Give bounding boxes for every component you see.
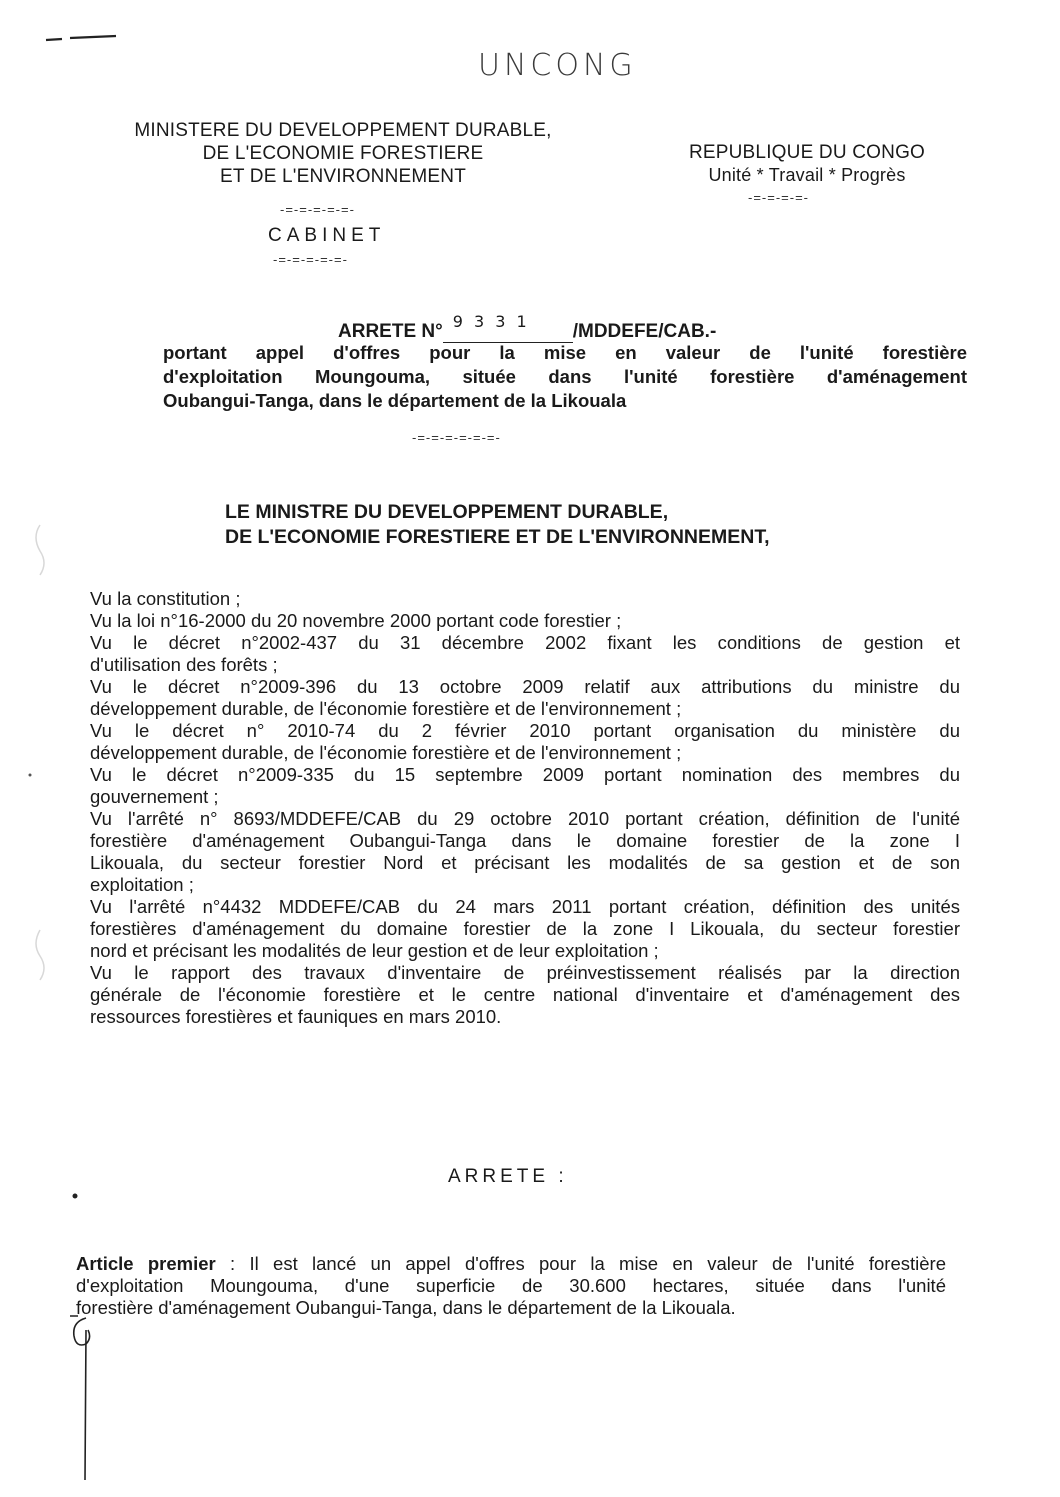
- arrete-heading: ARRETE :: [448, 1166, 568, 1187]
- ministry-line-2: DE L'ECONOMIE FORESTIERE: [202, 143, 484, 164]
- decree-subject-line-1: portant appel d'offres pour la mise en valeur de l'unité forestière: [163, 342, 967, 363]
- visa-item: [90, 896, 960, 962]
- decree-number-suffix: /MDDEFE/CAB.-: [572, 321, 717, 342]
- visa-line: d'utilisation des forêts ;: [90, 654, 278, 675]
- decree-number-label: ARRETE N°: [338, 321, 443, 342]
- republic-motto: Unité * Travail * Progrès: [708, 165, 906, 185]
- decree-number-value: 9 3 3 1: [452, 312, 530, 331]
- article-1-line-3: forestière d'aménagement Oubangui-Tanga, dans le département de la Likouala.: [76, 1297, 736, 1318]
- visa-line: ressources forestières et fauniques en mars 2010.: [90, 1006, 502, 1027]
- minister-line-2: DE L'ECONOMIE FORESTIERE ET DE L'ENVIRONNEMENT,: [225, 526, 770, 548]
- article-1-line-2: d'exploitation Moungouma, d'une superficie de 30.600 hectares, située dans l'unité: [76, 1275, 946, 1296]
- visa-line: Vu la constitution ;: [90, 588, 241, 609]
- visa-line: développement durable, de l'économie forestière et de l'environnement ;: [90, 742, 682, 763]
- visa-line: nord et précisant les modalités de leur gestion et de leur exploitation ;: [90, 940, 659, 961]
- visa-line: Likouala, du secteur forestier Nord et précisant les modalités de sa gestion et de son: [90, 852, 960, 873]
- article-1: [76, 1253, 946, 1319]
- minister-line-1: LE MINISTRE DU DEVELOPPEMENT DURABLE,: [225, 501, 669, 523]
- visa-line: gouvernement ;: [90, 786, 219, 807]
- visa-line: forestières d'aménagement du domaine forestier de la zone I Likouala, du secteur forestier: [90, 918, 960, 939]
- visa-item: [90, 632, 960, 676]
- visa-item: [90, 962, 960, 1028]
- visas-list: [90, 588, 960, 1028]
- ministry-line-1: MINISTERE DU DEVELOPPEMENT DURABLE,: [134, 120, 552, 141]
- visa-item: [90, 808, 960, 896]
- republic-header: [652, 141, 962, 187]
- visa-line: Vu l'arrêté n° 8693/MDDEFE/CAB du 29 octobre 2010 portant création, définition de l'unité: [90, 808, 960, 829]
- article-1-line-1: [76, 1253, 946, 1275]
- article-1-text: : Il est lancé un appel d'offres pour la mise en valeur de l'unité forestière: [215, 1253, 946, 1274]
- minister-title: [225, 500, 770, 550]
- ministry-line-3: ET DE L'ENVIRONNEMENT: [219, 166, 467, 187]
- visa-line: Vu le décret n° 2010-74 du 2 février 2010 portant organisation du ministère du: [90, 720, 960, 741]
- republic-separator: -=-=-=-=-: [748, 190, 810, 205]
- visa-item: [90, 588, 960, 610]
- visa-line: Vu l'arrêté n°4432 MDDEFE/CAB du 24 mars 2011 portant création, définition des unités: [90, 896, 960, 917]
- cabinet-label: CABINET: [268, 225, 386, 246]
- visa-item: [90, 720, 960, 764]
- visa-line: Vu le décret n°2009-396 du 13 octobre 2009 relatif aux attributions du ministre du: [90, 676, 960, 697]
- decree-subject: [163, 341, 967, 413]
- decree-separator: -=-=-=-=-=-=-: [412, 430, 501, 445]
- visa-line: Vu le rapport des travaux d'inventaire de préinvestissement réalisés par la direction: [90, 962, 960, 983]
- visa-line: forestière d'aménagement Oubangui-Tanga dans le domaine forestier de la zone I: [90, 830, 960, 851]
- decree-subject-line-2: d'exploitation Moungouma, située dans l'unité forestière d'aménagement: [163, 366, 967, 387]
- decree-subject-line-3: Oubangui-Tanga, dans le département de la Likouala: [163, 390, 627, 411]
- visa-item: [90, 610, 960, 632]
- visa-line: Vu le décret n°2002-437 du 31 décembre 2002 fixant les conditions de gestion et: [90, 632, 960, 653]
- ministry-separator: -=-=-=-=-=-: [280, 202, 355, 217]
- visa-line: exploitation ;: [90, 874, 194, 895]
- cabinet-separator: -=-=-=-=-=-: [273, 252, 348, 267]
- ministry-header: [108, 119, 578, 188]
- visa-line: développement durable, de l'économie forestière et de l'environnement ;: [90, 698, 682, 719]
- visa-line: Vu le décret n°2009-335 du 15 septembre 2009 portant nomination des membres du: [90, 764, 960, 785]
- visa-item: [90, 676, 960, 720]
- visa-item: [90, 764, 960, 808]
- visa-line: générale de l'économie forestière et le centre national d'inventaire et d'aménagement des: [90, 984, 960, 1005]
- article-1-label: Article premier: [76, 1253, 216, 1274]
- decree-number: [338, 312, 717, 343]
- visa-line: Vu la loi n°16-2000 du 20 novembre 2000 portant code forestier ;: [90, 610, 622, 631]
- republic-name: REPUBLIQUE DU CONGO: [688, 142, 926, 163]
- handwritten-annotation: UNCONG: [478, 48, 637, 83]
